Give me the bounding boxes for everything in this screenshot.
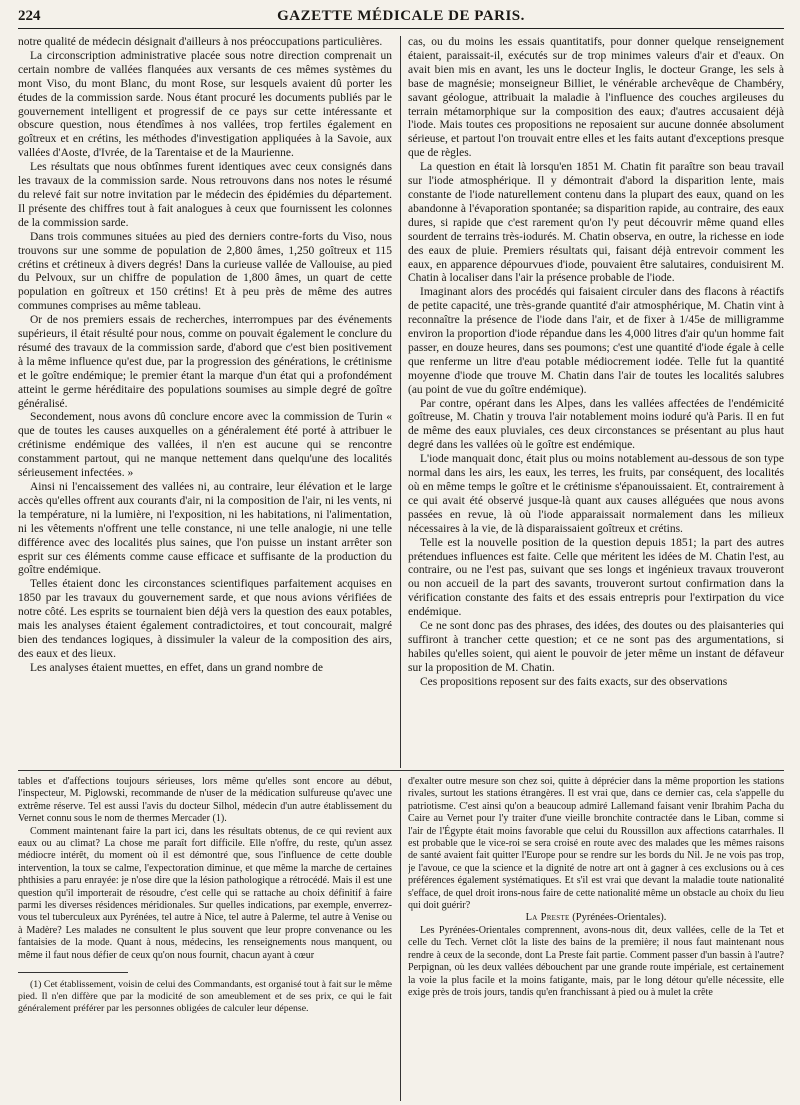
paragraph: La question en était là lorsqu'en 1851 M. Chatin fit paraître son beau travail sur l'iode atmosphérique. Il y démontrait d'abord la disparition lente, mais constante de l'iode naturellement contenu dans la plupart des eaux, quand on les abandonne à l'évaporation spontanée; sa disparition rapide, au contraire, des eaux dures, si rapide que c'est rarement qu'on l'y peut découvrir même quand elles sourdent de terrains très-iodurés. M. Chatin observa, en outre, la richesse en iode des eaux de pluie. Premiers résultats qui, faisant déjà entrevoir comment les eaux, en apparence dépourvues d'iode, pouvaient être salutaires, conduisirent M. Chatin à localiser dans l'air la présence probable de l'iode. bbox=[408, 161, 784, 285]
paragraph: Secondement, nous avons dû conclure encore avec la commission de Turin « que de toutes les causes auxquelles on a généralement été porté à attribuer le crétinisme endémique des vallées, il n'en est aucune qui se rencontre constamment partout, qui ne manque nettement dans quelqu'une des localités sérieusement infectées. » bbox=[18, 411, 392, 480]
paragraph: d'exalter outre mesure son chez soi, quitte à déprécier dans la même proportion les stations rivales, surtout les stations étrangères. Il est vrai que, dans ce dernier cas, cela s'appelle du patriotisme. C'est ainsi qu'on a beaucoup admiré Lallemand faisant venir Ibrahim Pacha du Caire au Vernet pour l'y traiter d'une vieille bronchite contractée dans le Liban, comme si l'air de l'Égypte était moins favorable que celui du Roussillon aux affections catarrhales. Il est probable que le vice-roi se sera croisé en route avec des malades que les mêmes raisons de santé avaient fait quitter l'Europe pour se rendre sur les bords du Nil. Je ne vois pas trop, je l'avoue, ce que la science et la dignité de notre art ont à gagner à ces exclusions ou à ces préférences également systématiques. Et s'il est vrai que devant la maladie toute nationalité s'efface, de quel droit irons-nous faire de cette nationalité même un obstacle au choix du lieu qui doit guérir? bbox=[408, 776, 784, 912]
paragraph: notre qualité de médecin désignait d'ailleurs à nos préoccupations particulières. bbox=[18, 36, 383, 48]
left-column bbox=[18, 36, 392, 768]
paragraph: cas, ou du moins les essais quantitatifs, pour donner quelque renseignement étaient, paraissait-il, exécutés sur de trop minimes valeurs d'air et d'eaux. On avait bien mis en avant, les uns le docteur Inglis, le docteur Grange, les sels à base de magnésie; monseigneur Billiet, le vénérable archevêque de Chambéry, savant géologue, attribuait la maladie à l'influence des couches argileuses du terrain métamorphique sur la composition des eaux; d'autres accusaient déjà l'iode. Mais toutes ces propositions ne reposaient sur aucune donnée absolument sérieuse, et partout l'on trouvait entre elles et les faits autant d'exceptions presque que de règles. bbox=[408, 36, 784, 160]
page-header bbox=[18, 6, 784, 29]
column-divider bbox=[400, 36, 401, 768]
paragraph: Telle est la nouvelle position de la question depuis 1851; la part des autres prétendues influences est faite. Celle que méritent les idées de M. Chatin l'est, au contraire, ou ne l'est pas, suivant que ses longs et ingénieux travaux trouveront ou non accueil de la part des savants, trouveront surtout confirmation dans la vérification constante des faits et des essais entrepris pour l'extirpation du vice endémique. bbox=[408, 536, 784, 619]
section-heading bbox=[408, 912, 784, 924]
paragraph: Or de nos premiers essais de recherches, interrompues par des événements supérieurs, il était résulté pour nous, comme on pouvait également le conclure du résumé des travaux de la commission sarde, d'abord que c'est bien positivement à la même influence qu'est due, par la progression des générations, le crétinisme et le goître endémique; le premier étant la marque d'un état qui a profondément atteint le germe héréditaire des populations soumises au simple degré de goître généralisé. bbox=[18, 314, 392, 410]
paragraph: Ainsi ni l'encaissement des vallées ni, au contraire, leur élévation et le large accès qu'elles offrent aux courants d'air, ni la composition de l'air, ni les vents, ni la température, ni la lumière, ni l'exposition, ni les habitations, ni l'alimentation, ni les vêtements n'offrent une telle constance, ni une telle analogie, ni une telle différence avec des localités plus saines, que l'on puisse un instant arrêter son esprit sur ces éléments comme cause efficace et suffisante de la production du goître endémique. bbox=[18, 481, 392, 577]
section-heading-region: (Pyrénées-Orientales). bbox=[572, 912, 667, 924]
section-divider bbox=[18, 770, 784, 771]
section-heading-name: La Preste bbox=[525, 912, 570, 924]
paragraph: Ces propositions reposent sur des faits exacts, sur des observations bbox=[420, 675, 728, 688]
column-divider bbox=[400, 778, 401, 1101]
paragraph: Comment maintenant faire la part ici, dans les résultats obtenus, de ce qui revient aux eaux ou au climat? La chose me paraît fort difficile. Elle n'offre, du reste, qu'un assez médiocre intérêt, du moment où il est démontré que, sous l'influence de cette double intervention, la toux se calme, l'expectoration diminue, et que même la marche de certaines phthisies a paru enrayée: je n'ose dire que la lésion pathologique a rétrocédé. Mais il est une question qu'il importerait de résoudre, c'est celle qui se rattache au choix définitif à faire parmi les diverses résidences méridionales. Sur quelles indications, par exemple, enverrez-vous tel tuberculeux aux Pyrénées, tel autre à Nice, tel autre à Palerme, tel autre à Venise ou à Madère? Les malades ne consultent le plus souvent que leur propre convenance ou les fantaisies de la mode. Quant à nous, médecins, les renseignements nous manquent, ou même il faut nous défier de ceux qu'on nous fournit, chacun ayant à cœur bbox=[18, 825, 392, 961]
footnote: (1) Cet établissement, voisin de celui des Commandants, est organisé tout à fait sur le même pied. Il n'en diffère que par la modicité de son ameublement et de ses prix, ce qui le fait généralement préférer par les personnes obligées de calculer leur dépense. bbox=[18, 979, 392, 1015]
paragraph: Les analyses étaient muettes, en effet, dans un grand nombre de bbox=[30, 661, 323, 674]
bottom-left-column bbox=[18, 776, 392, 1101]
paragraph: La circonscription administrative placée sous notre direction comprenait un certain nombre de vallées flanquées aux versants de ces mêmes systèmes du mont Viso, du mont Blanc, du mont Rose, sur lesquels avaient dû porter les études de la commission sarde. Nous étant procuré les documents publiés par le gouvernement intelligent et progressif de ce pays sur cette intéressante et obscure question, nous étendîmes à nos vallées, trop fertiles également en goîtreux et en crétins, les méthodes d'investigation appliquées à la Savoie, aux vallées d'Aoste, d'Ivrée, de la Tarentaise et de la Maurienne. bbox=[18, 49, 392, 160]
journal-title: GAZETTE MÉDICALE DE PARIS. bbox=[277, 8, 525, 24]
right-column bbox=[408, 36, 784, 768]
paragraph: tables et d'affections toujours sérieuses, lors même qu'elles sont encore au début, l'inspecteur, M. Piglowski, recommande de n'user de la médication sulfureuse qu'avec une extrême réserve. Tel est aussi l'avis du docteur Silhol, médecin d'un autre établissement du Vernet connu sous le nom de thermes Mercader (1). bbox=[18, 776, 392, 825]
paragraph: L'iode manquait donc, était plus ou moins notablement au-dessous de son type normal dans les airs, les eaux, les terres, les fruits, par conséquent, des localités où en même temps le goître et le crétinisme s'épanouissaient. Et, contrairement à ce qui avait été observé jusque-là quant aux causes alléguées que nous avons passées en revue, là où l'iode apparaissait normalement dans les milieux nécessaires à la vie, de là disparaissaient goîtreux et crétins. bbox=[408, 453, 784, 535]
paragraph: Imaginant alors des procédés qui faisaient circuler dans des flacons à réactifs de petite capacité, une très-grande quantité d'air atmosphérique, M. Chatin vint à reconnaître la présence de l'iode dans l'air, et de fixer à 1/45e de milligramme environ la proportion d'iode répandue dans les 4,000 litres d'air qu'un homme fait passer, en douze heures, dans ses poumons; c'est une quantité d'iode égale à celle que renferme un litre d'eau potable médiocrement iodée. Telle fut la quantité moyenne d'iode que trouve M. Chatin dans l'air de toutes les localités salubres (au point de vue du goître endémique). bbox=[408, 286, 784, 396]
main-article bbox=[18, 36, 784, 768]
paragraph: Par contre, opérant dans les Alpes, dans les vallées affectées de l'endémicité goîtreuse, M. Chatin y trouva l'air notablement moins ioduré qu'à Paris. Il en fut de même des eaux pluviales, ces deux circonstances se présentant au plus haut degré dans les vallées où le goître est endémique. bbox=[408, 397, 784, 452]
paragraph: Dans trois communes situées au pied des derniers contre-forts du Viso, nous trouvons sur une somme de population de 2,800 âmes, 1,250 goîtreux et 115 crétins et crétineux à divers degrés! Dans la curieuse vallée de Vallouise, au pied du Pelvoux, sur un chiffre de population de 1,800 âmes, un quart de cette population en goîtreux et 150 crétins! Et à peu près de même des autres communes comprises au même tableau. bbox=[18, 230, 392, 313]
paragraph: Telles étaient donc les circonstances scientifiques parfaitement acquises en 1850 par les travaux du gouvernement sarde, et que nous avions vérifiées de notre côté. Les esprits se tournaient bien déjà vers la question des eaux potables, mais les analyses étaient également contradictoires, et tout concourait, malgré bien des tendances logiques, à dissimuler la valeur de la composition des airs, des eaux et des lieux. bbox=[18, 578, 392, 660]
journal-page bbox=[18, 6, 784, 1101]
paragraph: Les Pyrénées-Orientales comprennent, avons-nous dit, deux vallées, celle de la Tet et celle du Tech. Vernet clôt la liste des bains de la première; il nous faut maintenant nous rendre à ceux de la seconde, dont La Preste fait partie. Comment passer d'un bassin à l'autre? Perpignan, où les deux vallées débouchent par une grande route impériale, est certainement la voie la plus facile et la moins fatigante, mais, par le long détour qu'elle nécessite, elle exige près de trois jours, tandis qu'en franchissant à pied ou à mulet la crête bbox=[408, 924, 784, 998]
paragraph: Ce ne sont donc pas des phrases, des idées, des doutes ou des plaisanteries qui suffiront à trancher cette question; et ce ne sont pas des argumentations, si habiles qu'elles soient, qui aient le pouvoir de jeter même un instant de défaveur sur la proposition de M. Chatin. bbox=[408, 620, 784, 674]
footnote-rule bbox=[18, 972, 128, 973]
paragraph: Les résultats que nous obtînmes furent identiques avec ceux consignés dans les travaux de la commission sarde. Nous retrouvons dans nos notes le résumé du relevé fait sur notre invitation par le médecin des épidémies du département. Il présente des chiffres tout à fait analogues à ceux que fournissent les colonnes de la commission sarde. bbox=[18, 161, 392, 229]
feuilleton bbox=[18, 776, 784, 1101]
bottom-right-column bbox=[408, 776, 784, 1101]
page-number: 224 bbox=[18, 8, 41, 24]
